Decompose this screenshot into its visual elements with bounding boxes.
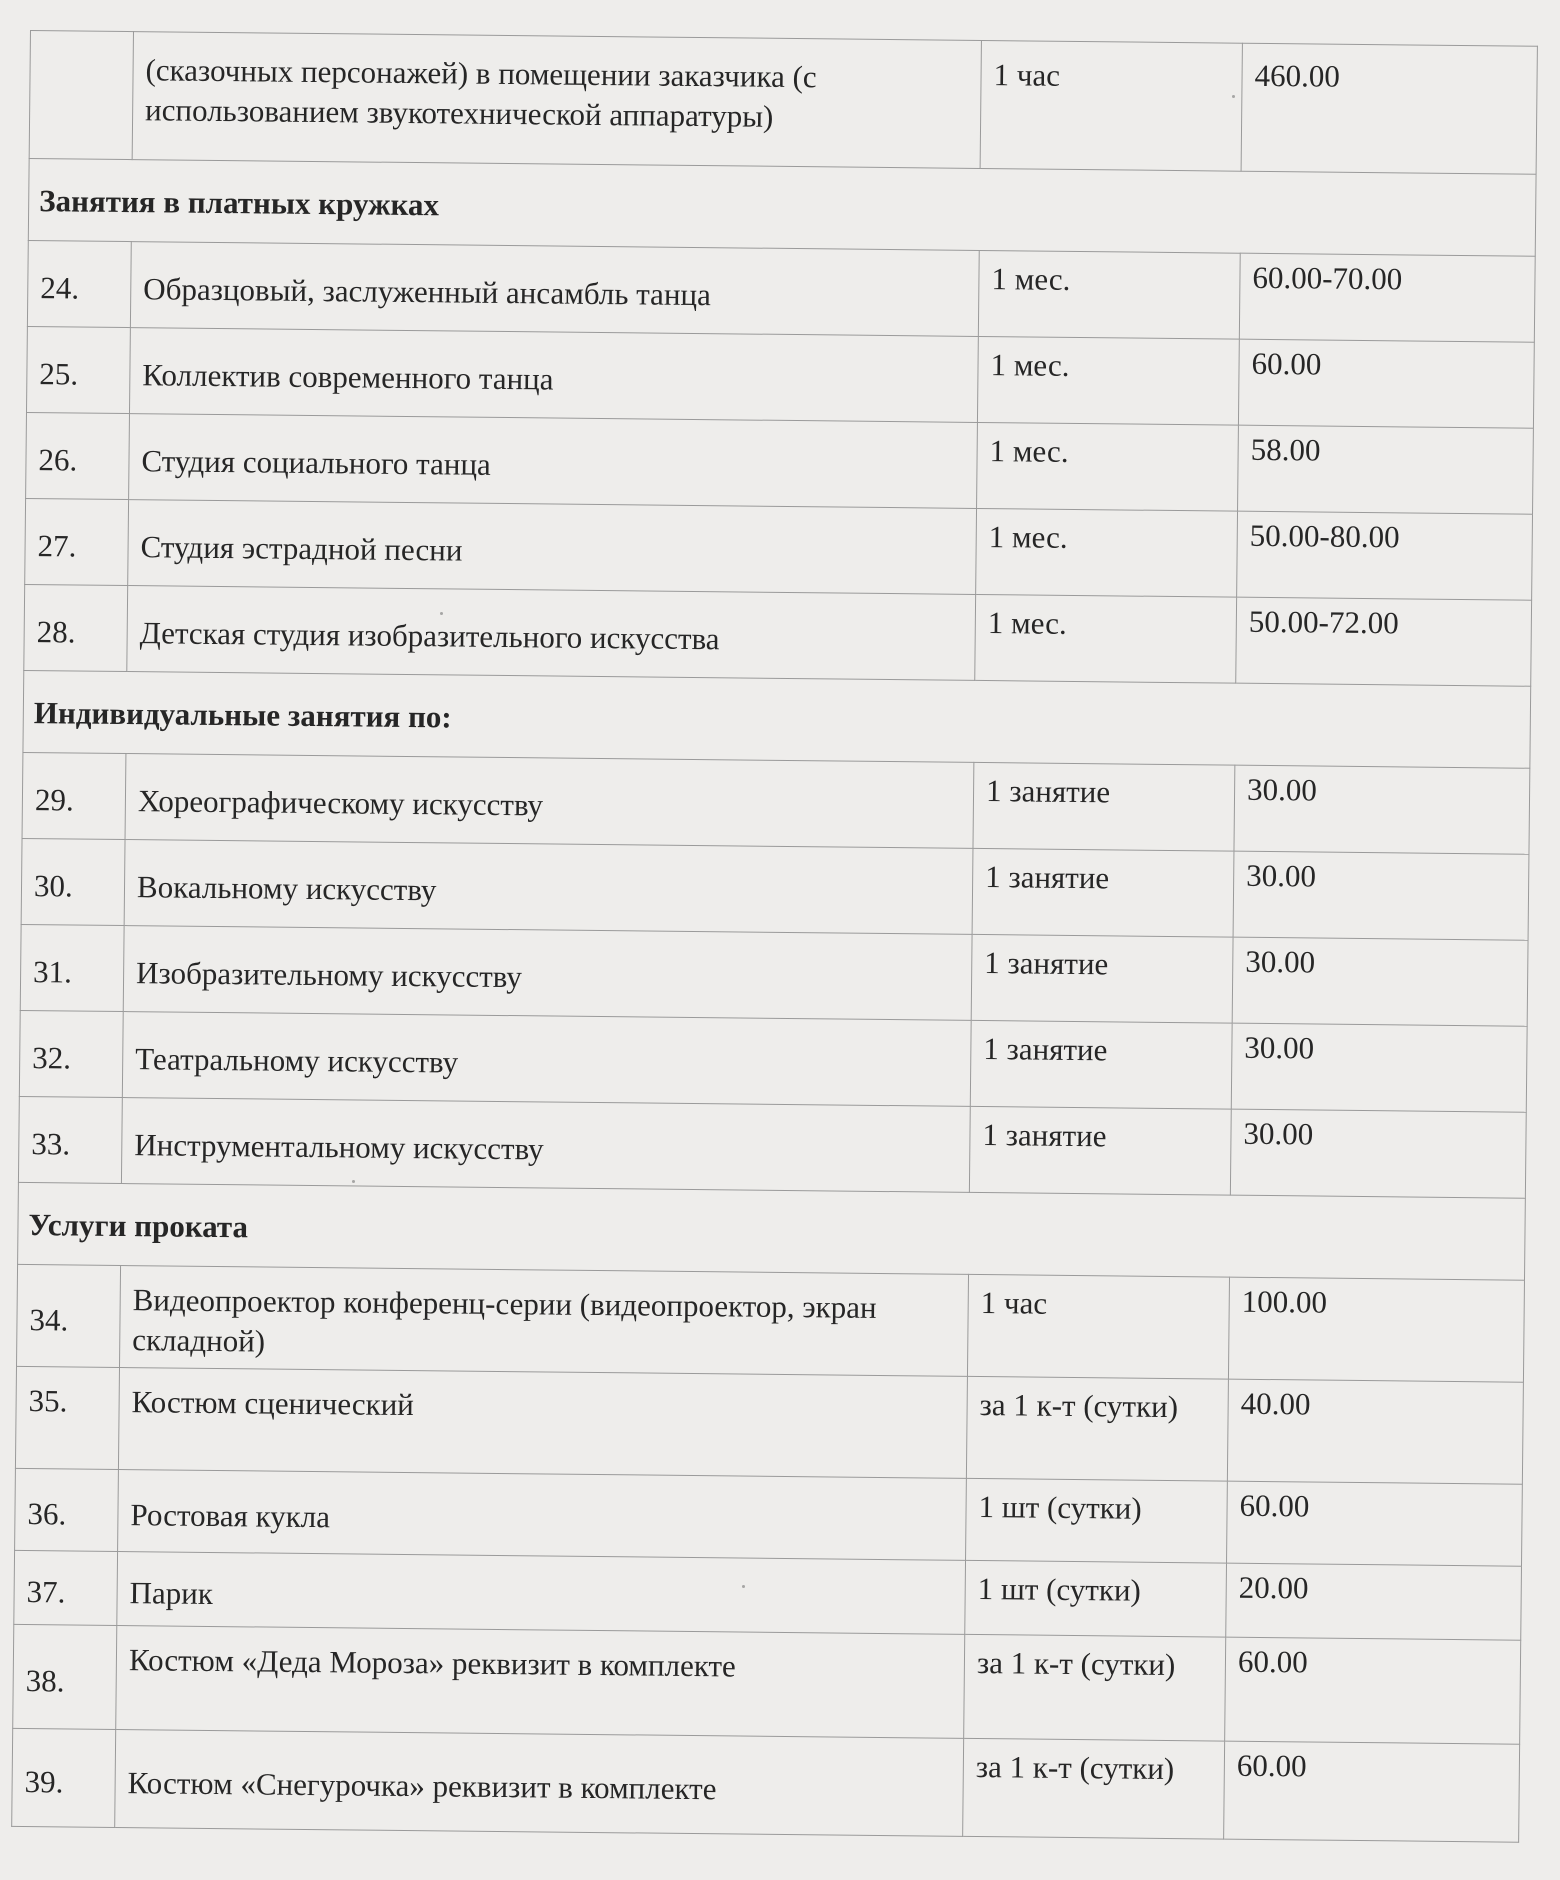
- service-unit: 1 шт (сутки): [966, 1478, 1228, 1563]
- section-header-row: [18, 1182, 1526, 1280]
- service-price: 60.00: [1227, 1481, 1523, 1566]
- table-row: [12, 1728, 1520, 1842]
- table-row: [22, 752, 1530, 854]
- service-unit: 1 час: [967, 1274, 1229, 1379]
- service-unit: 1 мес.: [977, 422, 1239, 511]
- service-name: Парик: [117, 1552, 966, 1635]
- service-price: 60.00: [1238, 339, 1534, 428]
- service-price: 50.00-72.00: [1236, 597, 1532, 686]
- service-name: Образцовый, заслуженный ансамбль танца: [130, 242, 979, 337]
- service-price: 50.00-80.00: [1237, 511, 1533, 600]
- service-unit: 1 мес.: [977, 336, 1239, 425]
- service-name: (сказочных персонажей) в помещении заказчика (с использованием звукотехнической аппаратуры): [132, 32, 981, 169]
- service-unit: 1 занятие: [972, 848, 1234, 937]
- row-number: [29, 31, 133, 160]
- table-row: [19, 1010, 1527, 1112]
- row-number: 27.: [25, 498, 129, 585]
- row-number: 34.: [17, 1264, 121, 1367]
- row-number: 24.: [27, 240, 131, 327]
- service-name: Костюм сценический: [118, 1368, 967, 1479]
- row-number: 28.: [24, 584, 128, 671]
- table-row: [26, 326, 1534, 428]
- service-unit: 1 занятие: [971, 934, 1233, 1023]
- scan-speck: [352, 1180, 355, 1183]
- service-price: 100.00: [1228, 1277, 1524, 1382]
- service-unit: за 1 к-т (сутки): [963, 1738, 1225, 1839]
- service-price: 30.00: [1234, 765, 1530, 854]
- table-row: [15, 1468, 1523, 1566]
- section-title: Занятия в платных кружках: [28, 158, 1536, 256]
- service-price: 30.00: [1231, 1023, 1527, 1112]
- table-row: [17, 1264, 1525, 1382]
- service-name: Вокальному искусству: [124, 840, 973, 935]
- table-row: [27, 240, 1535, 342]
- row-number: 35.: [15, 1366, 119, 1469]
- row-number: 31.: [20, 924, 124, 1011]
- price-table: [11, 30, 1538, 1843]
- table-row: [26, 412, 1534, 514]
- table-row: [25, 498, 1533, 600]
- row-number: 25.: [26, 326, 130, 413]
- service-unit: 1 шт (сутки): [965, 1560, 1227, 1637]
- row-number: 38.: [13, 1624, 117, 1729]
- service-name: Детская студия изобразительного искусства: [127, 586, 976, 681]
- service-unit: за 1 к-т (сутки): [964, 1634, 1226, 1741]
- service-unit: 1 мес.: [978, 250, 1240, 339]
- service-price: 30.00: [1230, 1109, 1526, 1198]
- service-name: Хореографическому искусству: [125, 754, 974, 849]
- service-name: Театральному искусству: [122, 1012, 971, 1107]
- section-header-row: [28, 158, 1536, 256]
- service-unit: 1 занятие: [970, 1020, 1232, 1109]
- service-unit: 1 занятие: [973, 762, 1235, 851]
- row-number: 26.: [26, 412, 130, 499]
- service-name: Инструментальному искусству: [121, 1098, 970, 1193]
- row-number: 36.: [15, 1468, 119, 1551]
- row-number: 29.: [22, 752, 126, 839]
- row-number: 32.: [19, 1010, 123, 1097]
- table-row: [21, 838, 1529, 940]
- table-row: [18, 1096, 1526, 1198]
- service-name: Ростовая кукла: [118, 1470, 967, 1561]
- service-unit: 1 час: [980, 40, 1242, 171]
- row-number: 30.: [21, 838, 125, 925]
- row-number: 39.: [12, 1728, 116, 1827]
- section-header-row: [23, 670, 1531, 768]
- service-unit: 1 мес.: [975, 594, 1237, 683]
- service-name: Костюм «Деда Мороза» реквизит в комплекте: [116, 1625, 965, 1738]
- table-row: [15, 1366, 1523, 1484]
- service-price: 20.00: [1226, 1563, 1522, 1640]
- section-title: Индивидуальные занятия по:: [23, 670, 1531, 768]
- service-price: 30.00: [1233, 851, 1529, 940]
- price-list-sheet: [11, 30, 1538, 1843]
- service-unit: за 1 к-т (сутки): [966, 1376, 1228, 1481]
- service-name: Студия эстрадной песни: [128, 500, 977, 595]
- table-row: [29, 31, 1537, 175]
- scan-speck: [440, 612, 443, 615]
- service-name: Видеопроектор конференц-серии (видеопроектор, экран складной): [119, 1266, 968, 1377]
- service-name: Костюм «Снегурочка» реквизит в комплекте: [115, 1729, 964, 1836]
- section-title: Услуги проката: [18, 1182, 1526, 1280]
- service-unit: 1 занятие: [969, 1106, 1231, 1195]
- service-name: Изобразительному искусству: [123, 926, 972, 1021]
- service-price: 58.00: [1238, 425, 1534, 514]
- service-price: 30.00: [1232, 937, 1528, 1026]
- table-row: [24, 584, 1532, 686]
- service-unit: 1 мес.: [976, 508, 1238, 597]
- service-price: 460.00: [1241, 43, 1537, 174]
- service-price: 60.00-70.00: [1239, 253, 1535, 342]
- service-price: 60.00: [1224, 1741, 1520, 1842]
- row-number: 33.: [18, 1096, 122, 1183]
- service-name: Студия социального танца: [129, 414, 978, 509]
- service-name: Коллектив современного танца: [129, 328, 978, 423]
- scan-speck: [1232, 95, 1235, 98]
- table-row: [13, 1624, 1521, 1744]
- row-number: 37.: [14, 1550, 118, 1625]
- service-price: 60.00: [1225, 1637, 1521, 1744]
- scan-speck: [742, 1585, 745, 1588]
- service-price: 40.00: [1227, 1379, 1523, 1484]
- table-row: [20, 924, 1528, 1026]
